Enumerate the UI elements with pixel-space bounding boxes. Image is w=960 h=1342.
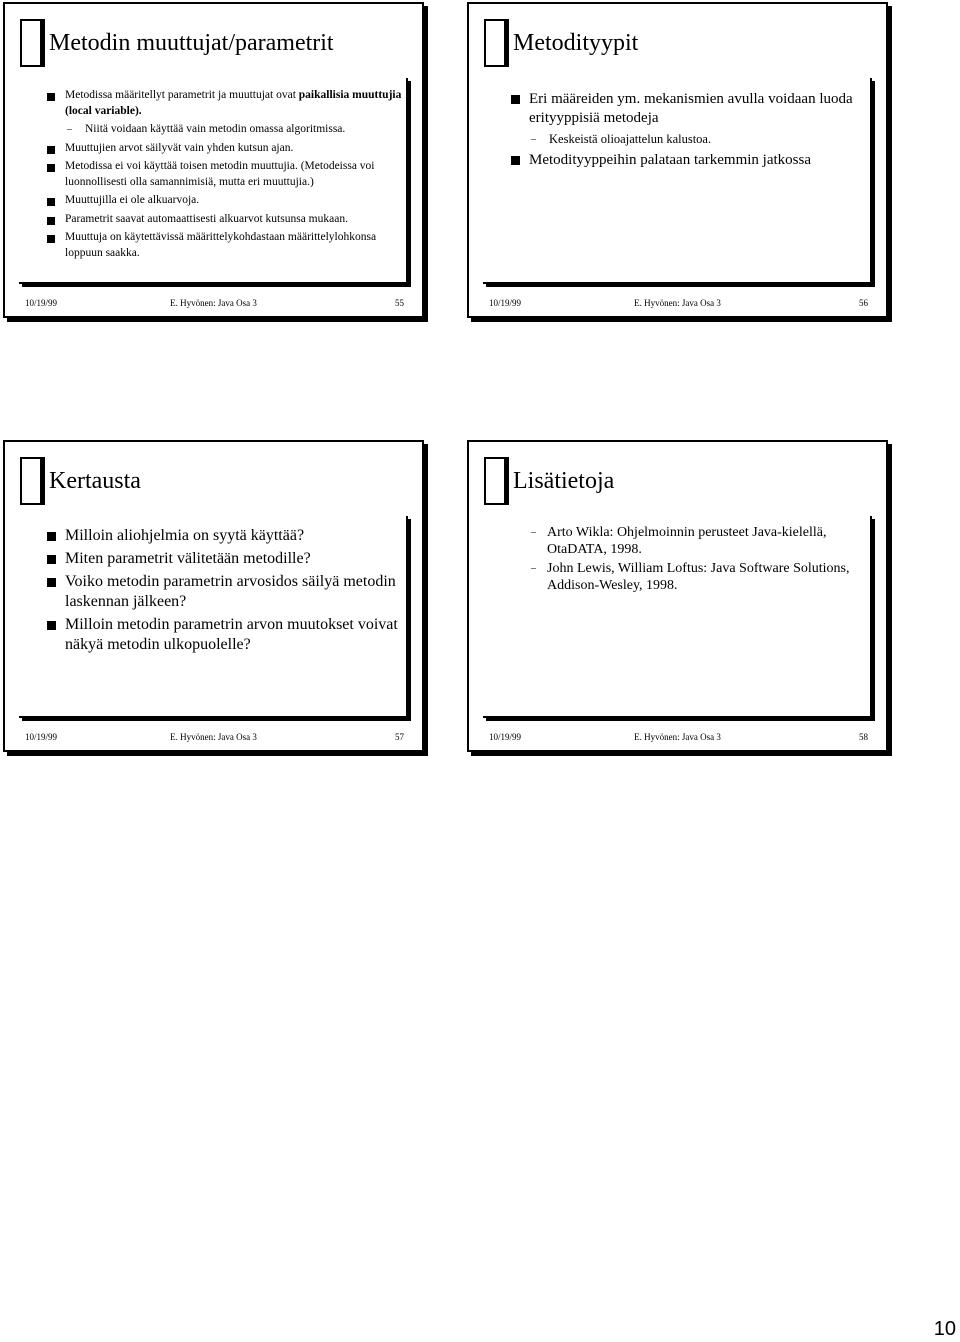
list-subitem-text: John Lewis, William Loftus: Java Software Solutions, Addison-Wesley, 1998. [547, 561, 850, 593]
footer-author: E. Hyvönen: Java Osa 3 [634, 298, 721, 308]
footer-date: 10/19/99 [489, 732, 522, 742]
slide-body [509, 524, 868, 596]
list-subitem [509, 524, 868, 558]
list-item-text: Milloin metodin parametrin arvon muutokset voivat näkyä metodin ulkopuolelle? [65, 616, 398, 653]
slide-footer [469, 297, 886, 309]
list-item-text: Metodissa ei voi käyttää toisen metodin muuttujia. (Metodeissa voi luonnollisesti olla samannimisiä, mutta eri muuttujia.) [65, 160, 375, 188]
slide-56 [467, 2, 888, 318]
dash-bullet-icon: – [531, 527, 536, 538]
list-item [45, 230, 404, 261]
square-bullet-icon [511, 95, 520, 104]
list-item-text: Muuttuja on käytettävissä määrittelykohdastaan määrittelylohkonsa loppuun saakka. [65, 231, 377, 259]
list-item-text: Miten parametrit välitetään metodille? [65, 550, 311, 567]
footer-author: E. Hyvönen: Java Osa 3 [170, 298, 257, 308]
slide-title-bracket [20, 19, 40, 67]
list-subitem [45, 122, 404, 138]
slide-body [45, 526, 404, 658]
square-bullet-icon [47, 235, 55, 243]
footer-date: 10/19/99 [25, 732, 58, 742]
dash-bullet-icon: – [67, 124, 72, 135]
list-item [45, 193, 404, 209]
list-subitem [509, 560, 868, 594]
slide-title: Kertausta [49, 468, 141, 494]
slide-title: Metodityypit [513, 30, 639, 56]
footer-slide-number: 58 [859, 732, 868, 742]
dash-bullet-icon: – [531, 563, 536, 574]
footer-date: 10/19/99 [25, 298, 58, 308]
square-bullet-icon [47, 621, 56, 630]
list-item [45, 549, 404, 569]
square-bullet-icon [47, 578, 56, 587]
footer-date: 10/19/99 [489, 298, 522, 308]
footer-slide-number: 55 [395, 298, 404, 308]
slide-body [509, 90, 868, 173]
square-bullet-icon [47, 146, 55, 154]
slide-title: Lisätietoja [513, 468, 615, 494]
list-subitem-text: Keskeistä olioajattelun kalustoa. [549, 132, 712, 146]
square-bullet-icon [47, 198, 55, 206]
list-item [45, 88, 404, 119]
list-item [45, 615, 404, 655]
list-item-text: Muuttujilla ei ole alkuarvoja. [65, 194, 200, 206]
list-item-text-bold: paikallisia muuttujia (local variable). [65, 89, 402, 117]
list-item-text: Muuttujien arvot säilyvät vain yhden kutsun ajan. [65, 141, 294, 154]
slide-58 [467, 440, 888, 752]
list-item-text: Voiko metodin parametrin arvosidos säilyä metodin laskennan jälkeen? [65, 573, 396, 610]
footer-slide-number: 56 [859, 298, 868, 308]
slide-title-bracket [484, 19, 504, 67]
footer-slide-number: 57 [395, 732, 404, 742]
list-item [45, 212, 404, 228]
list-item [45, 572, 404, 612]
list-item [509, 90, 868, 128]
slide-title-bracket [20, 457, 40, 505]
slide-title-bracket [484, 457, 504, 505]
slide-footer [5, 297, 422, 309]
square-bullet-icon [47, 217, 55, 225]
footer-author: E. Hyvönen: Java Osa 3 [170, 732, 257, 742]
slide-body [45, 88, 404, 264]
dash-bullet-icon: – [531, 134, 536, 145]
square-bullet-icon [47, 555, 56, 564]
slide-footer [469, 731, 886, 743]
list-subitem [509, 131, 868, 148]
list-item-text: Milloin aliohjelmia on syytä käyttää? [65, 527, 305, 544]
square-bullet-icon [47, 93, 55, 101]
slide-footer [5, 731, 422, 743]
page-number: 10 [933, 1318, 956, 1340]
list-item [45, 141, 404, 157]
list-item [45, 526, 404, 546]
list-item [45, 159, 404, 190]
square-bullet-icon [511, 156, 520, 165]
list-item-text: Metodissa määritellyt parametrit ja muuttujat ovat [65, 89, 299, 101]
slide-55 [3, 2, 424, 318]
list-subitem-text: Niitä voidaan käyttää vain metodin omassa algoritmissa. [85, 123, 346, 135]
list-item-text: Eri määreiden ym. mekanismien avulla voidaan luoda erityyppisiä metodeja [529, 91, 853, 126]
square-bullet-icon [47, 532, 56, 541]
list-item-text: Metodityyppeihin palataan tarkemmin jatkossa [529, 152, 812, 168]
list-subitem-text: Arto Wikla: Ohjelmoinnin perusteet Java-kielellä, OtaDATA, 1998. [547, 525, 827, 557]
footer-author: E. Hyvönen: Java Osa 3 [634, 732, 721, 742]
square-bullet-icon [47, 164, 55, 172]
slide-57 [3, 440, 424, 752]
list-item-text: Parametrit saavat automaattisesti alkuarvot kutsunsa mukaan. [65, 212, 348, 225]
list-item [509, 151, 868, 170]
slide-title: Metodin muuttujat/parametrit [49, 30, 334, 56]
